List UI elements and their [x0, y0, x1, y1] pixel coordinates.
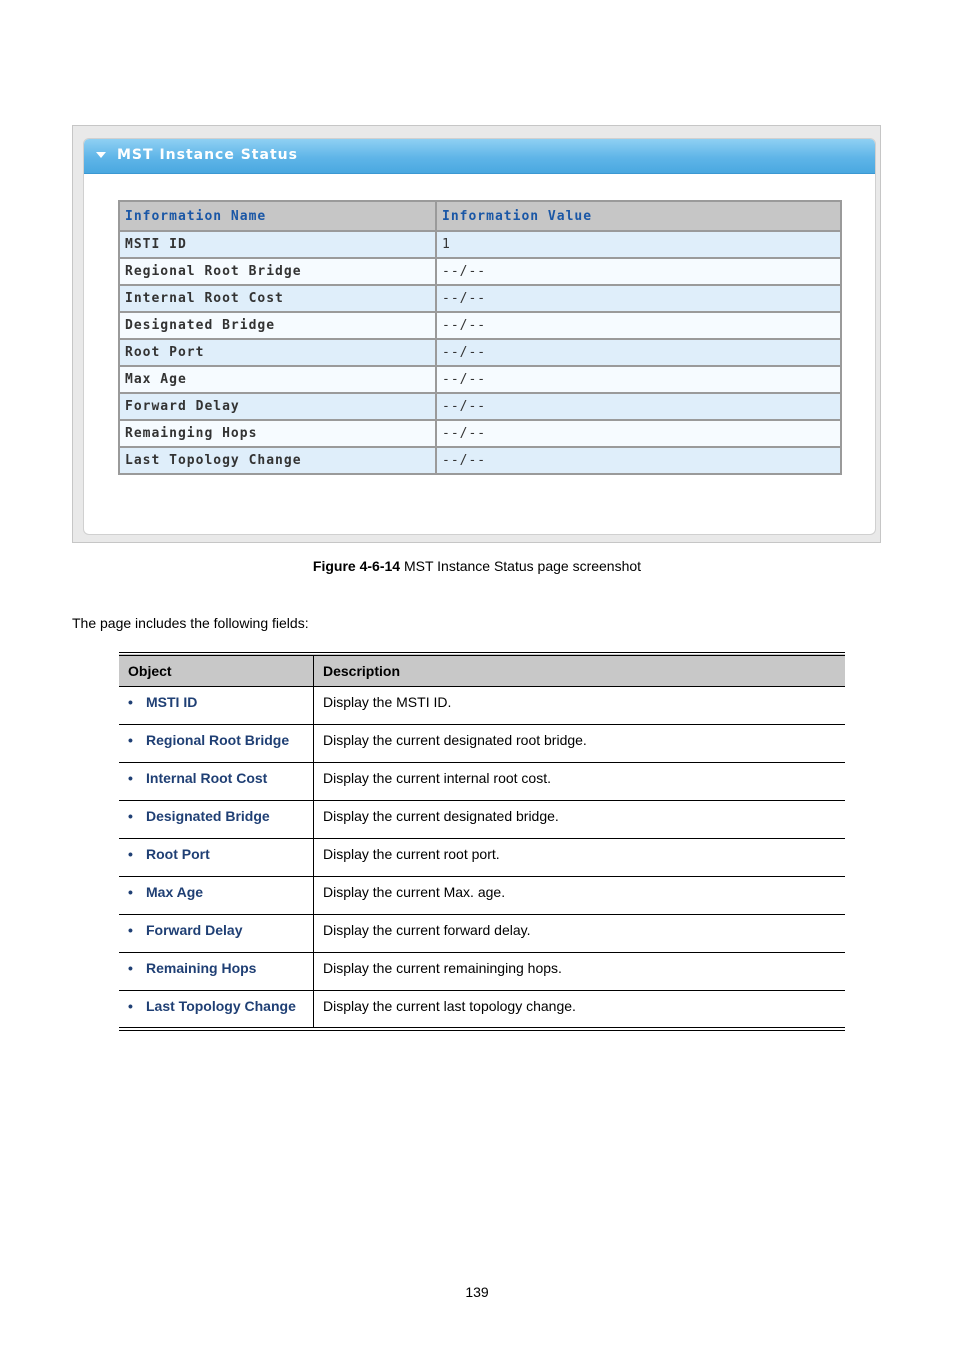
field-description: Display the current last topology change.	[323, 998, 576, 1014]
collapse-caret-icon[interactable]	[96, 152, 106, 158]
info-value: --/--	[436, 366, 841, 393]
info-name: Designated Bridge	[119, 312, 436, 339]
table-row	[119, 420, 841, 447]
column-header-value: Information Value	[436, 201, 841, 231]
field-object: Remaining Hops	[146, 960, 257, 976]
field-object: Last Topology Change	[146, 998, 296, 1014]
field-object: Max Age	[146, 884, 204, 900]
field-object: Designated Bridge	[146, 808, 270, 824]
panel-header[interactable]	[84, 139, 875, 174]
figure-label: Figure 4-6-14	[312, 558, 401, 574]
info-name: Last Topology Change	[119, 447, 436, 474]
table-row	[119, 839, 845, 877]
info-name: MSTI ID	[119, 231, 436, 258]
table-row	[119, 447, 841, 474]
info-value: --/--	[436, 393, 841, 420]
table-row	[119, 393, 841, 420]
info-value: --/--	[436, 339, 841, 366]
info-value: --/--	[436, 420, 841, 447]
object-header: Object	[119, 654, 314, 687]
info-value: --/--	[436, 285, 841, 312]
fields-table	[119, 652, 845, 1031]
bullet-icon: •	[128, 808, 133, 824]
table-header-row	[119, 201, 841, 231]
info-value: --/--	[436, 447, 841, 474]
bullet-icon: •	[128, 998, 133, 1014]
info-value: --/--	[436, 312, 841, 339]
bullet-icon: •	[128, 922, 133, 938]
screenshot-frame	[72, 125, 881, 543]
table-row	[119, 915, 845, 953]
bullet-icon: •	[128, 732, 133, 748]
info-value: 1	[436, 231, 841, 258]
field-object: Internal Root Cost	[146, 770, 268, 786]
description-header: Description	[314, 654, 846, 687]
table-row	[119, 801, 845, 839]
bullet-icon: •	[128, 884, 133, 900]
field-description: Display the current internal root cost.	[314, 763, 846, 801]
table-row	[119, 366, 841, 393]
table-row	[119, 725, 845, 763]
page-number: 139	[465, 1284, 489, 1300]
table-row	[119, 285, 841, 312]
info-name: Regional Root Bridge	[119, 258, 436, 285]
bullet-icon: •	[128, 694, 133, 710]
field-object: Forward Delay	[146, 922, 243, 938]
info-name: Max Age	[119, 366, 436, 393]
table-row	[119, 687, 845, 725]
info-name: Internal Root Cost	[119, 285, 436, 312]
field-object: Regional Root Bridge	[146, 732, 290, 748]
table-row	[119, 877, 845, 915]
field-object: Root Port	[146, 846, 210, 862]
table-row	[119, 991, 845, 1029]
bullet-icon: •	[128, 960, 133, 976]
table-row	[119, 312, 841, 339]
field-description: Display the MSTI ID.	[314, 687, 846, 725]
info-name: Forward Delay	[119, 393, 436, 420]
fields-header-row	[119, 654, 845, 687]
intro-text: The page includes the following fields:	[72, 615, 309, 631]
mst-instance-status-panel	[83, 138, 876, 535]
field-description: Display the current designated root bridge.	[314, 725, 846, 763]
info-name: Root Port	[119, 339, 436, 366]
figure-text: MST Instance Status page screenshot	[400, 558, 642, 574]
field-description: Display the current Max. age.	[314, 877, 846, 915]
table-row	[119, 763, 845, 801]
field-description: Display the current remaininging hops.	[314, 953, 846, 991]
field-description: Display the current designated bridge.	[314, 801, 846, 839]
info-name: Remainging Hops	[119, 420, 436, 447]
table-row	[119, 231, 841, 258]
table-row	[119, 258, 841, 285]
bullet-icon: •	[128, 846, 133, 862]
table-row	[119, 953, 845, 991]
column-header-name: Information Name	[119, 201, 436, 231]
field-object: MSTI ID	[146, 694, 198, 710]
field-description: Display the current forward delay.	[314, 915, 846, 953]
bullet-icon: •	[128, 770, 133, 786]
panel-title: MST Instance Status	[117, 147, 298, 163]
figure-caption	[0, 558, 954, 574]
info-value: --/--	[436, 258, 841, 285]
field-description: Display the current root port.	[314, 839, 846, 877]
mst-status-table	[118, 200, 842, 475]
table-row	[119, 339, 841, 366]
